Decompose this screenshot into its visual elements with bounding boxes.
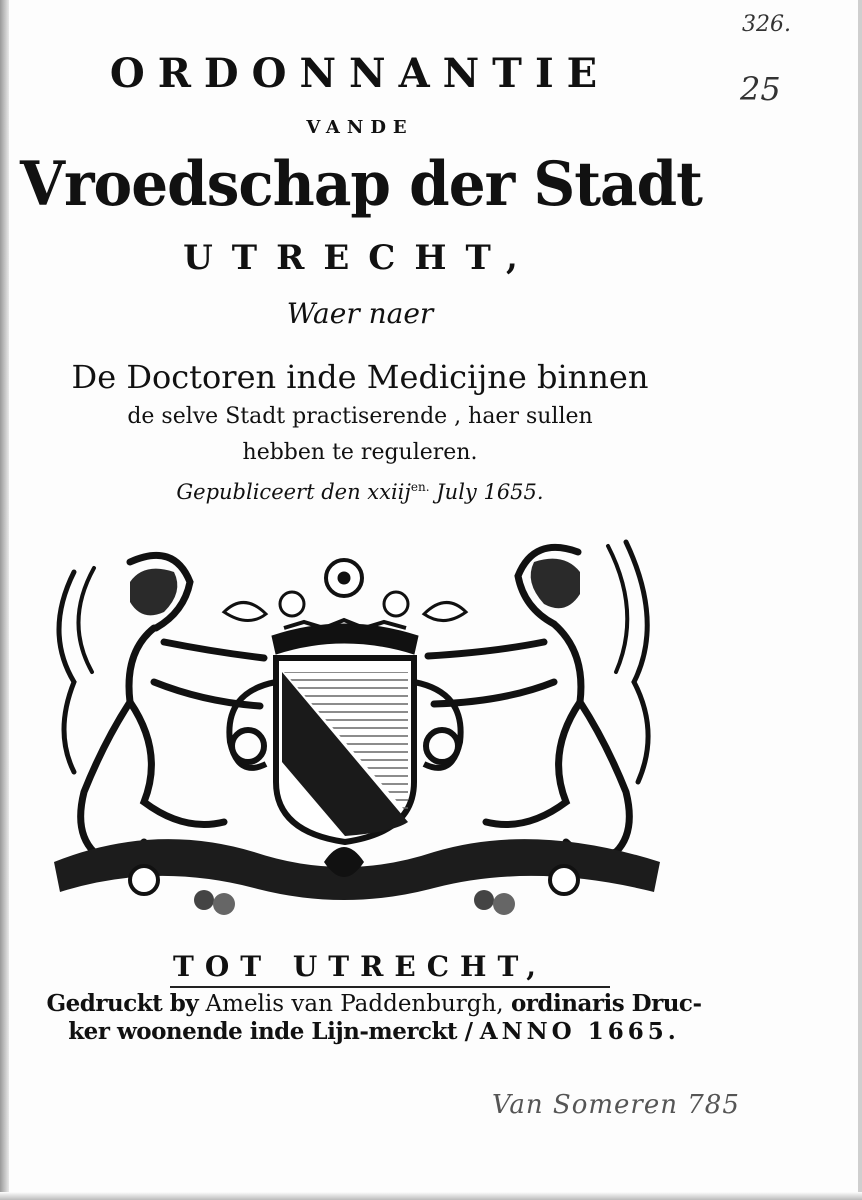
scan-edge-right xyxy=(858,0,862,1200)
number-annotation: 25 xyxy=(740,70,781,108)
imprint-line-1 xyxy=(14,990,734,1017)
imprint-address: ker woonende inde Lijn-merckt / xyxy=(68,1018,473,1045)
title-utrecht: UTRECHT, xyxy=(183,238,537,278)
imprint-printer-name: Amelis van Paddenburgh, xyxy=(205,991,504,1017)
imprint-printed-by: Gedruckt by xyxy=(46,990,199,1017)
right-lion-mane-icon xyxy=(531,559,580,609)
shield-icon xyxy=(276,658,414,842)
publication-date-post: July 1655. xyxy=(436,480,544,504)
title-vroedschap: Vroedschap der Stadt xyxy=(20,148,702,220)
scan-edge-left xyxy=(0,0,9,1200)
imprint-year: ANNO 1665. xyxy=(479,1018,680,1045)
title-waer-naer: Waer naer xyxy=(286,297,434,330)
subtitle-hebben: hebben te reguleren. xyxy=(242,440,478,465)
publication-date-pre: Gepubliceert den xxiij xyxy=(176,480,411,504)
publication-date-sup: en. xyxy=(410,480,430,494)
cartouche-base-icon xyxy=(54,839,660,915)
title-vande: VANDE xyxy=(306,117,414,138)
subtitle-selve-stadt: de selve Stadt practiserende , haer sullen xyxy=(127,404,593,429)
imprint-ordinary-printer: ordinaris Druc- xyxy=(510,990,702,1017)
crown-icon xyxy=(224,560,466,654)
imprint-place: TOT UTRECHT, xyxy=(173,950,547,983)
subtitle-doctoren: De Doctoren inde Medicijne binnen xyxy=(71,358,649,396)
utrecht-coat-of-arms-engraving xyxy=(34,532,674,934)
shelfmark-annotation: 326. xyxy=(742,12,791,37)
scan-edge-bottom xyxy=(0,1192,862,1200)
handwritten-provenance-note: Van Someren 785 xyxy=(492,1090,740,1120)
imprint-rule xyxy=(170,986,610,988)
publication-date xyxy=(20,480,700,504)
left-lion-mane-icon xyxy=(130,569,177,616)
main-title: ORDONNANTIE xyxy=(109,50,611,97)
imprint-line-2 xyxy=(14,1018,734,1045)
